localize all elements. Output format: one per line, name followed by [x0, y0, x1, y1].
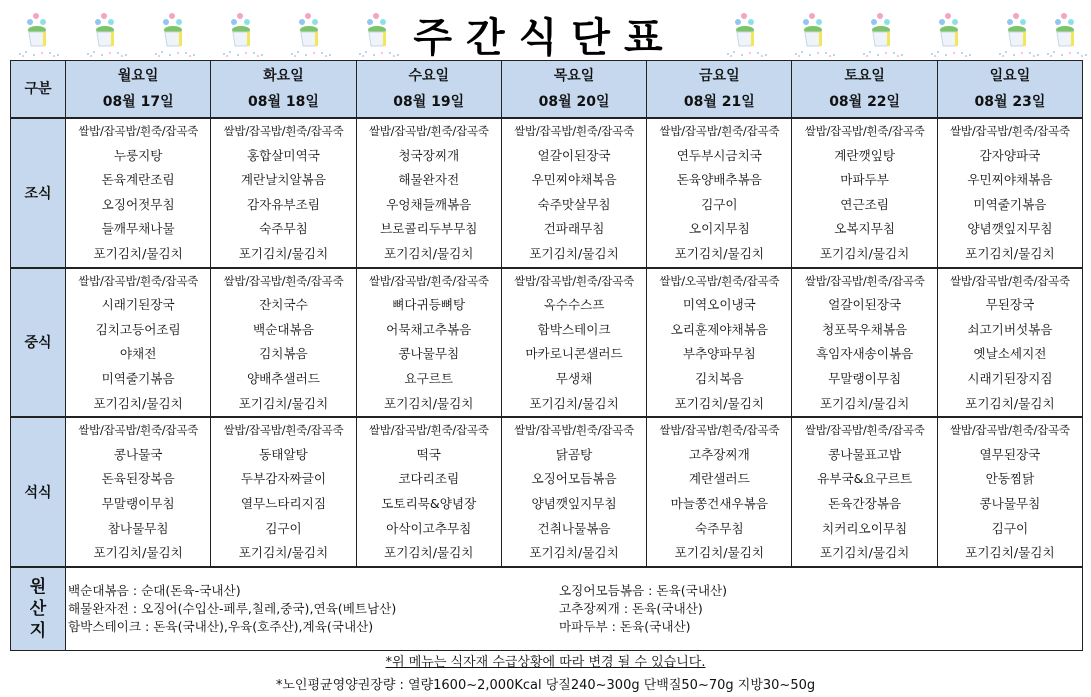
- meal-row: [11, 417, 1083, 567]
- menu-item: 김치고등어조림: [95, 321, 181, 337]
- day-header: [937, 61, 1082, 119]
- menu-item: 김구이: [701, 196, 738, 212]
- menu-item: 콩나물무침: [979, 495, 1041, 511]
- menu-item: 돈육간장볶음: [828, 495, 902, 511]
- day-date: 08월 19일: [393, 94, 465, 110]
- menu-item: 양배추샐러드: [246, 370, 320, 386]
- menu-item: 오징어젓무침: [101, 196, 175, 212]
- menu-item: 건파래무침: [543, 221, 605, 237]
- menu-item: 청국장찌개: [398, 147, 460, 163]
- menu-item: 어묵채고추볶음: [386, 321, 472, 337]
- menu-item: 쌀밥/잡곡밥/흰죽/잡곡죽: [804, 423, 925, 438]
- menu-item: 오리훈제야채볶음: [670, 321, 768, 337]
- menu-item: 연두부시금치국: [676, 147, 762, 163]
- menu-item: 우민찌야채볶음: [967, 172, 1053, 188]
- menu-item: 포기김치/물김치: [93, 245, 183, 261]
- menu-item: 마카로니콘샐러드: [525, 346, 623, 362]
- day-date: 08월 21일: [683, 94, 755, 110]
- flower-pot-icon: [12, 8, 72, 60]
- menu-item: 포기김치/물김치: [93, 545, 183, 561]
- menu-cell: [356, 118, 501, 268]
- menu-item: 홍합살미역국: [246, 147, 320, 163]
- menu-item: 무말랭이무침: [828, 370, 902, 386]
- menu-item: 미역오이냉국: [682, 297, 756, 313]
- menu-item: 쌀밥/잡곡밥/흰죽/잡곡죽: [804, 273, 925, 288]
- day-header: [211, 61, 356, 119]
- menu-item: 쌀밥/잡곡밥/흰죽/잡곡죽: [78, 423, 199, 438]
- menu-item: 시래기된장국: [101, 297, 175, 313]
- menu-cell: [66, 417, 211, 567]
- menu-item: 쌀밥/잡곡밥/흰죽/잡곡죽: [950, 273, 1070, 288]
- menu-cell: [356, 417, 501, 567]
- day-header: [356, 61, 501, 119]
- menu-item: 포기김치/물김치: [819, 395, 910, 411]
- day-name: 일요일: [989, 68, 1031, 84]
- menu-item: 숙주무침: [259, 221, 308, 237]
- flower-pot-icon: [788, 8, 848, 60]
- menu-item: 동태알탕: [259, 446, 308, 462]
- menu-item: 포기김치/물김치: [819, 545, 910, 561]
- menu-item: 참나물무침: [107, 520, 169, 536]
- origin-right: [559, 582, 727, 636]
- menu-item: 쌀밥/잡곡밥/흰죽/잡곡죽: [514, 423, 634, 438]
- menu-item: 포기김치/물김치: [384, 395, 474, 411]
- menu-item: 얼갈이된장국: [537, 147, 611, 163]
- menu-item: 계란날치알볶음: [240, 172, 327, 188]
- flower-pot-icon: [352, 8, 412, 60]
- menu-cell: [211, 118, 356, 268]
- day-date: 08월 17일: [102, 94, 174, 110]
- menu-cell: [937, 417, 1082, 567]
- origin-label-char: 산: [29, 599, 47, 620]
- menu-item: 요구르트: [404, 370, 454, 386]
- menu-item: 포기김치/물김치: [674, 395, 765, 411]
- menu-item: 쌀밥/잡곡밥/흰죽/잡곡죽: [78, 273, 199, 288]
- menu-item: 포기김치/물김치: [93, 395, 183, 411]
- menu-cell: [792, 268, 937, 418]
- day-header: [501, 61, 646, 119]
- menu-item: 연근조림: [840, 196, 889, 212]
- menu-item: 코다리조림: [398, 471, 460, 487]
- day-date: 08월 23일: [974, 94, 1046, 110]
- day-header: [66, 61, 211, 119]
- meal-label: 조식: [11, 118, 66, 268]
- menu-item: 들깨무채나물: [101, 221, 175, 237]
- menu-cell: [792, 118, 937, 268]
- menu-cell: [647, 268, 792, 418]
- menu-item: 쌀밥/잡곡밥/흰죽/잡곡죽: [368, 273, 489, 288]
- menu-cell: [937, 118, 1082, 268]
- menu-item: 숙주맛살무침: [537, 196, 611, 212]
- menu-item: 얼갈이된장국: [828, 297, 902, 313]
- day-name: 화요일: [263, 68, 304, 84]
- menu-cell: [66, 118, 211, 268]
- menu-item: 쌀밥/오곡밥/흰죽/잡곡죽: [659, 273, 780, 288]
- menu-item: 잔치국수: [259, 297, 308, 313]
- origin-label-char: 원: [29, 577, 47, 598]
- menu-item: 콩나물표고밥: [828, 446, 902, 462]
- menu-item: 안동찜닭: [985, 471, 1035, 487]
- origin-info: [66, 567, 1083, 651]
- menu-item: 감자유부조림: [246, 196, 320, 212]
- menu-cell: [356, 268, 501, 418]
- menu-item: 콩나물국: [113, 446, 163, 462]
- flower-pot-icon: [148, 8, 208, 60]
- menu-item: 포기김치/물김치: [384, 545, 474, 561]
- supply-notice: *위 메뉴는 식자재 수급상황에 따라 변경 될 수 있습니다.: [385, 655, 706, 670]
- menu-item: 돈육계란조림: [101, 172, 175, 188]
- menu-item: 쌀밥/잡곡밥/흰죽/잡곡죽: [223, 124, 344, 138]
- menu-table: [10, 60, 1083, 651]
- menu-item: 쌀밥/잡곡밥/흰죽/잡곡죽: [950, 423, 1070, 438]
- menu-item: 마늘쫑건새우볶음: [670, 495, 768, 511]
- menu-item: 쌀밥/잡곡밥/흰죽/잡곡죽: [659, 423, 780, 438]
- menu-item: 쌀밥/잡곡밥/흰죽/잡곡죽: [223, 273, 344, 288]
- page-title: 주간식단표: [413, 15, 677, 61]
- menu-item: 쌀밥/잡곡밥/흰죽/잡곡죽: [950, 124, 1070, 138]
- menu-cell: [211, 417, 356, 567]
- menu-item: 김구이: [265, 520, 302, 536]
- menu-item: 쌀밥/잡곡밥/흰죽/잡곡죽: [659, 124, 780, 138]
- menu-item: 옛날소세지전: [973, 346, 1047, 362]
- menu-item: 김치볶음: [259, 346, 308, 362]
- origin-row: [11, 567, 1083, 651]
- menu-item: 미역줄기볶음: [973, 196, 1047, 212]
- menu-item: 누룽지탕: [113, 147, 163, 163]
- menu-item: 돈육된장복음: [101, 471, 175, 487]
- menu-cell: [647, 118, 792, 268]
- flower-pot-icon: [284, 8, 344, 60]
- origin-item: 오징어모듬볶음 : 돈육(국내산): [559, 583, 728, 599]
- menu-item: 고추장찌개: [688, 446, 750, 462]
- menu-item: 포기김치/물김치: [384, 245, 474, 261]
- menu-item: 열무느타리지짐: [240, 495, 327, 511]
- menu-item: 포기김치/물김치: [238, 245, 329, 261]
- header-row: [11, 61, 1083, 119]
- menu-item: 양념깻잎지무침: [531, 495, 617, 511]
- meal-row: [11, 118, 1083, 268]
- menu-item: 열무된장국: [979, 446, 1041, 462]
- meal-row: [11, 268, 1083, 418]
- menu-cell: [792, 417, 937, 567]
- menu-item: 흑임자새송이볶음: [815, 346, 914, 362]
- day-date: 08월 18일: [248, 94, 319, 110]
- menu-item: 마파두부: [840, 172, 889, 188]
- menu-cell: [501, 268, 646, 418]
- menu-cell: [647, 417, 792, 567]
- menu-item: 옥수수스프: [543, 297, 605, 313]
- menu-item: 청포묵우채볶음: [822, 321, 908, 337]
- day-date: 08월 22일: [829, 94, 901, 110]
- menu-item: 시래기된장지짐: [967, 370, 1053, 386]
- menu-item: 콩나물무침: [398, 346, 460, 362]
- flower-pot-icon: [856, 8, 916, 60]
- menu-item: 두부감자짜글이: [240, 471, 327, 487]
- day-name: 월요일: [117, 68, 159, 84]
- menu-item: 포기김치/물김치: [238, 545, 329, 561]
- menu-item: 포기김치/물김치: [965, 545, 1055, 561]
- origin-item: 마파두부 : 돈육(국내산): [559, 619, 691, 635]
- menu-item: 오복지무침: [834, 221, 896, 237]
- menu-item: 떡국: [416, 446, 441, 462]
- menu-item: 미역줄기볶음: [101, 370, 175, 386]
- menu-item: 포기김치/물김치: [965, 245, 1055, 261]
- menu-item: 도토리묵&양념장: [381, 495, 477, 511]
- origin-item: 함박스테이크 : 돈육(국내산),우육(호주산),계육(국내산): [68, 619, 374, 635]
- menu-item: 김치복음: [695, 370, 744, 386]
- menu-cell: [66, 268, 211, 418]
- flower-pot-icon: [1040, 8, 1091, 60]
- menu-item: 쌀밥/잡곡밥/흰죽/잡곡죽: [514, 124, 634, 138]
- menu-item: 닭곰탕: [555, 446, 593, 462]
- menu-item: 함박스테이크: [537, 321, 611, 337]
- menu-item: 브로콜리두부무침: [380, 221, 478, 237]
- menu-item: 쌀밥/잡곡밥/흰죽/잡곡죽: [368, 124, 489, 138]
- menu-item: 김구이: [991, 520, 1029, 536]
- origin-label-char: 지: [29, 621, 47, 642]
- menu-item: 우엉채들깨볶음: [386, 196, 472, 212]
- menu-item: 유부국&요구르트: [817, 471, 913, 487]
- flower-pot-icon: [80, 8, 140, 60]
- menu-item: 무된장국: [985, 297, 1035, 313]
- flower-pot-icon: [720, 8, 780, 60]
- menu-item: 감자양파국: [979, 147, 1041, 163]
- menu-item: 쌀밥/잡곡밥/흰죽/잡곡죽: [78, 124, 199, 138]
- day-name: 토요일: [844, 68, 885, 84]
- menu-cell: [501, 118, 646, 268]
- flower-pot-icon: [924, 8, 984, 60]
- menu-cell: [211, 268, 356, 418]
- menu-item: 뼈다귀등뼈탕: [392, 297, 466, 313]
- menu-item: 계란샐러드: [688, 471, 750, 487]
- meal-label: 중식: [11, 268, 66, 418]
- menu-item: 양념깻잎지무침: [967, 221, 1053, 237]
- day-header: [647, 61, 792, 119]
- menu-item: 오징어모듬볶음: [531, 471, 617, 487]
- menu-item: 건취나물볶음: [537, 520, 611, 536]
- menu-item: 무생채: [555, 370, 593, 386]
- menu-cell: [937, 268, 1082, 418]
- day-name: 목요일: [553, 68, 595, 84]
- day-name: 수요일: [408, 68, 450, 84]
- menu-item: 돈육양배추볶음: [676, 172, 762, 188]
- menu-item: 치커리오이무침: [822, 520, 908, 536]
- menu-item: 포기김치/물김치: [965, 395, 1055, 411]
- menu-cell: [501, 417, 646, 567]
- menu-item: 해물완자전: [398, 172, 460, 188]
- menu-item: 포기김치/물김치: [674, 245, 765, 261]
- menu-item: 백순대볶음: [253, 321, 314, 337]
- menu-item: 부추양파무침: [682, 346, 756, 362]
- origin-item: 백순대볶음 : 순대(돈육-국내산): [68, 583, 241, 599]
- menu-item: 포기김치/물김치: [529, 545, 619, 561]
- menu-item: 쌀밥/잡곡밥/흰죽/잡곡죽: [804, 124, 925, 138]
- menu-item: 쌀밥/잡곡밥/흰죽/잡곡죽: [223, 423, 344, 438]
- menu-item: 쌀밥/잡곡밥/흰죽/잡곡죽: [514, 273, 634, 288]
- menu-item: 포기김치/물김치: [819, 245, 910, 261]
- menu-item: 포기김치/물김치: [238, 395, 329, 411]
- meal-label: 석식: [11, 417, 66, 567]
- flower-pot-icon: [216, 8, 276, 60]
- day-date: 08월 20일: [538, 94, 610, 110]
- menu-item: 포기김치/물김치: [529, 245, 619, 261]
- menu-item: 포기김치/물김치: [529, 395, 619, 411]
- day-name: 금요일: [699, 68, 740, 84]
- menu-item: 오이지무침: [688, 221, 750, 237]
- menu-item: 무말랭이무침: [101, 495, 175, 511]
- menu-item: 계란깻잎탕: [834, 147, 896, 163]
- day-header: [792, 61, 937, 119]
- menu-item: 숙주무침: [695, 520, 744, 536]
- menu-item: 포기김치/물김치: [674, 545, 765, 561]
- nutrition-guideline: *노인평균영양권장량 : 열량1600~2,000Kcal 당질240~300g 단백질50~70g 지방30~50g: [275, 678, 816, 693]
- menu-item: 쇠고기버섯볶음: [967, 321, 1053, 337]
- menu-item: 우민찌야채복음: [531, 172, 617, 188]
- origin-left: [68, 582, 396, 636]
- menu-item: 쌀밥/잡곡밥/흰죽/잡곡죽: [368, 423, 489, 438]
- origin-item: 해물완자전 : 오징어(수입산-페루,칠레,중국),연육(베트남산): [68, 601, 397, 617]
- origin-label: [11, 567, 66, 651]
- category-header: 구분: [11, 61, 66, 119]
- origin-item: 고추장찌개 : 돈육(국내산): [559, 601, 703, 617]
- menu-item: 야채전: [119, 346, 157, 362]
- menu-item: 아삭이고추무침: [386, 520, 472, 536]
